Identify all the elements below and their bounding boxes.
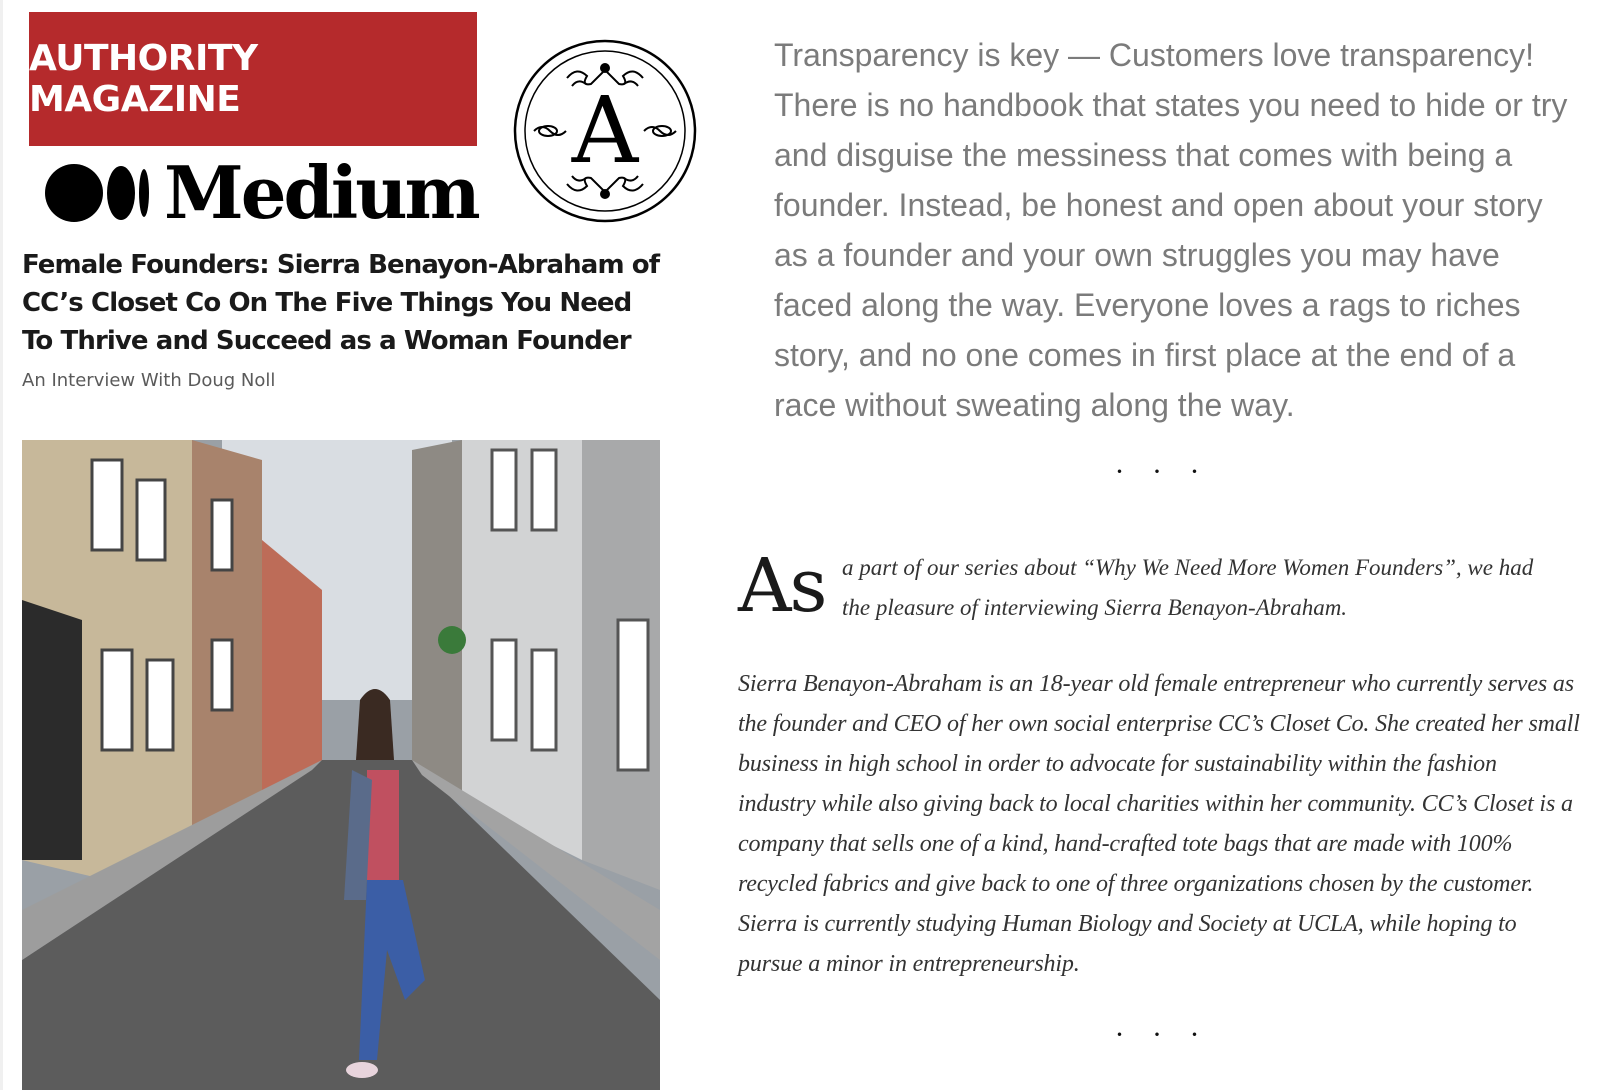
article-photo: [22, 440, 660, 1090]
publication-name: AUTHORITY MAGAZINE: [29, 38, 258, 120]
page-edge: [0, 0, 3, 1090]
authority-magazine-banner[interactable]: [29, 12, 477, 146]
bio-paragraph: Sierra Benayon-Abraham is an 18-year old female entrepreneur who currently serves as the founder and CEO of her own social enterprise CC’s Closet Co. She created her small business in high school in order to advocate for sustainability within the fashion industry while also giving back to local charities within her community. CC’s Closet is a company that sells one of a kind, hand-crafted tote bags that are made with 100% recycled fabrics and give back to one of three organizations chosen by the customer. Sierra is currently studying Human Biology and Society at UCLA, while hoping to pursue a minor in entrepreneurship.: [738, 671, 1580, 977]
section-separator: · · ·: [1114, 455, 1210, 488]
medium-logo[interactable]: [44, 150, 478, 235]
intro-paragraph: a part of our series about “Why We Need More Women Founders”, we had the pleasure of interviewing Sierra Benayon-Abraham.: [842, 555, 1534, 620]
article-byline: An Interview With Doug Noll: [22, 370, 276, 391]
seal-letter: A: [571, 77, 639, 184]
medium-dots-icon: [44, 161, 150, 225]
section-separator: · · ·: [1114, 1018, 1210, 1051]
pull-quote: Transparency is key — Customers love transparency! There is no handbook that states you need to hide or try and disguise the messiness that comes with being a founder. Instead, be honest and open about your story as a founder and your own struggles you may have faced along the way. Everyone loves a rags to riches story, and no one comes in first place at the end of a race without sweating along the way.: [774, 37, 1568, 423]
authority-seal-icon: [512, 38, 698, 224]
medium-wordmark: Medium: [164, 150, 478, 235]
article-title[interactable]: Female Founders: Sierra Benayon-Abraham of CC’s Closet Co On The Five Things You Need To Thrive and Succeed as a Woman Founder: [22, 250, 660, 356]
drop-cap: As: [738, 543, 826, 629]
